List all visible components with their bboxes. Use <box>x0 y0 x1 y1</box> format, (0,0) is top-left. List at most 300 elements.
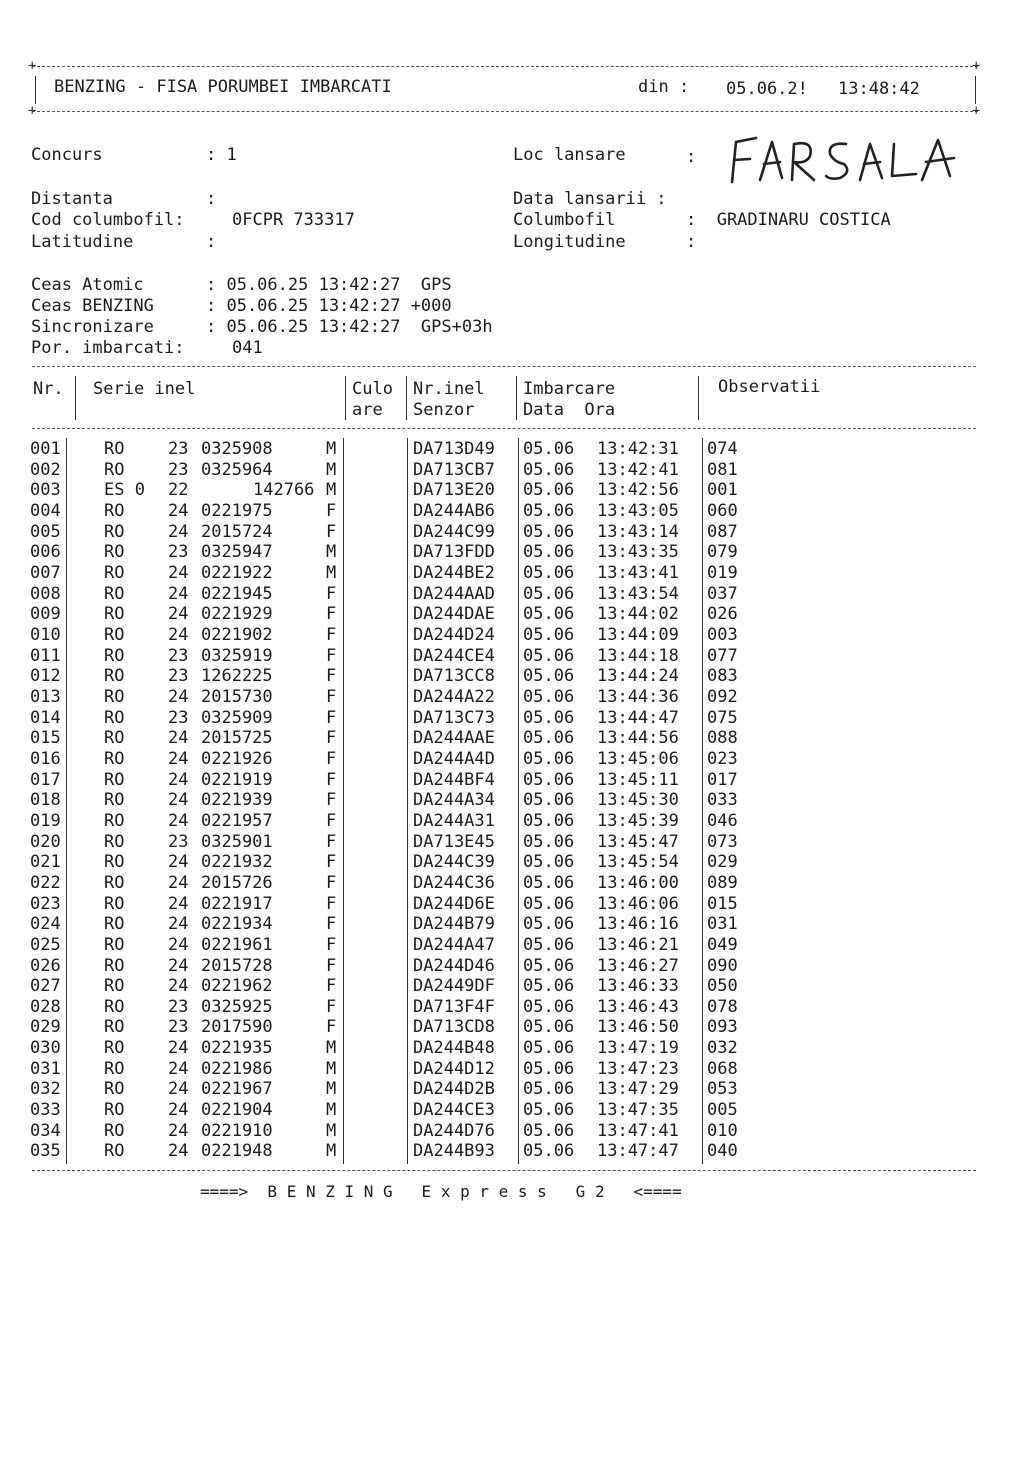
table-row <box>0 1059 1024 1080</box>
row-time: 13:46:16 <box>597 914 679 935</box>
concurs-label: Concurs <box>31 145 103 165</box>
row-nr: 013 <box>30 686 61 707</box>
row-sex: F <box>326 1017 337 1038</box>
longitudine-value: : <box>686 232 697 252</box>
row-country: RO <box>104 562 125 583</box>
row-nr: 001 <box>30 439 61 459</box>
row-sex: F <box>326 893 337 914</box>
row-ring-number: 142766 <box>253 480 315 501</box>
row-nr: 010 <box>30 624 61 645</box>
row-ring-number: 2015725 <box>201 728 273 749</box>
distanta-label: Distanta <box>31 189 113 209</box>
row-sex: F <box>326 976 337 997</box>
sincronizare-label: Sincronizare <box>31 317 154 337</box>
row-year: 24 <box>168 790 189 811</box>
row-date: 05.06 <box>523 500 575 521</box>
row-ring-number: 0221935 <box>201 1038 273 1059</box>
col-divider-nr <box>75 376 76 420</box>
table-row <box>0 976 1024 997</box>
row-sex: F <box>326 769 337 790</box>
row-observatii: 031 <box>707 914 738 935</box>
row-nr: 012 <box>30 666 61 687</box>
row-nr: 015 <box>30 728 61 749</box>
row-nr: 008 <box>30 583 61 604</box>
row-sensor: DA244B48 <box>413 1038 495 1059</box>
report-date-label: din : <box>638 77 690 97</box>
row-country: RO <box>104 1058 125 1079</box>
row-ring-number: 0221986 <box>201 1058 273 1079</box>
row-nr: 011 <box>30 645 61 666</box>
corner-mark: + <box>972 103 981 119</box>
row-time: 13:45:11 <box>597 769 679 790</box>
table-row <box>0 914 1024 935</box>
row-sensor: DA713C73 <box>413 707 495 728</box>
row-date: 05.06 <box>523 934 575 955</box>
row-sex: F <box>326 666 337 687</box>
table-row <box>0 832 1024 853</box>
row-year: 24 <box>168 1038 189 1059</box>
row-time: 13:44:56 <box>597 728 679 749</box>
row-country: RO <box>104 893 125 914</box>
por-imbarcati-value: 041 <box>232 338 263 358</box>
row-observatii: 075 <box>707 707 738 728</box>
row-observatii: 053 <box>707 1079 738 1100</box>
row-nr: 020 <box>30 831 61 852</box>
row-nr: 003 <box>30 480 61 501</box>
row-sex: F <box>326 500 337 521</box>
row-observatii: 005 <box>707 1100 738 1121</box>
row-country: RO <box>104 1141 125 1162</box>
row-year: 24 <box>168 624 189 645</box>
row-date: 05.06 <box>523 852 575 873</box>
row-nr: 014 <box>30 707 61 728</box>
row-sensor: DA244B93 <box>413 1141 495 1162</box>
row-time: 13:45:54 <box>597 852 679 873</box>
por-imbarcati-label: Por. imbarcati: <box>31 338 185 358</box>
row-sex: F <box>326 748 337 769</box>
row-sensor: DA244AAD <box>413 583 495 604</box>
row-nr: 031 <box>30 1058 61 1079</box>
row-sensor: DA244BE2 <box>413 562 495 583</box>
row-ring-number: 0221910 <box>201 1120 273 1141</box>
row-ring-number: 0221934 <box>201 914 273 935</box>
row-nr: 034 <box>30 1120 61 1141</box>
row-sensor: DA713CB7 <box>413 459 495 480</box>
table-header-bottom-border <box>32 428 976 429</box>
row-ring-number: 0221939 <box>201 790 273 811</box>
row-sensor: DA713E45 <box>413 831 495 852</box>
row-time: 13:47:23 <box>597 1058 679 1079</box>
row-sensor: DA244D24 <box>413 624 495 645</box>
header-nr: Nr. <box>33 379 64 399</box>
row-country: RO <box>104 1079 125 1100</box>
table-row <box>0 1017 1024 1038</box>
row-date: 05.06 <box>523 914 575 935</box>
row-time: 13:43:35 <box>597 542 679 563</box>
table-row <box>0 708 1024 729</box>
row-date: 05.06 <box>523 810 575 831</box>
row-country: RO <box>104 1100 125 1121</box>
row-time: 13:44:02 <box>597 604 679 625</box>
row-nr: 027 <box>30 976 61 997</box>
row-time: 13:45:06 <box>597 748 679 769</box>
row-ring-number: 0221957 <box>201 810 273 831</box>
row-ring-number: 0221975 <box>201 500 273 521</box>
row-country: RO <box>104 728 125 749</box>
row-observatii: 010 <box>707 1120 738 1141</box>
row-ring-number: 0221945 <box>201 583 273 604</box>
row-nr: 029 <box>30 1017 61 1038</box>
row-sensor: DA244B79 <box>413 914 495 935</box>
row-nr: 033 <box>30 1100 61 1121</box>
col-divider-nrinel <box>516 376 517 420</box>
row-sensor: DA713E20 <box>413 480 495 501</box>
header-imbarcare: Imbarcare <box>523 379 616 399</box>
row-date: 05.06 <box>523 1141 575 1162</box>
concurs-value: : 1 <box>206 145 237 165</box>
row-year: 24 <box>168 748 189 769</box>
row-ring-number: 0221926 <box>201 748 273 769</box>
row-year: 23 <box>168 666 189 687</box>
row-year: 24 <box>168 976 189 997</box>
row-time: 13:44:24 <box>597 666 679 687</box>
row-nr: 019 <box>30 810 61 831</box>
row-date: 05.06 <box>523 1079 575 1100</box>
col-divider-imbarcare <box>698 376 699 420</box>
row-nr: 025 <box>30 934 61 955</box>
row-observatii: 033 <box>707 790 738 811</box>
row-date: 05.06 <box>523 1038 575 1059</box>
header-bottom-border <box>32 111 978 112</box>
ceas-benzing-label: Ceas BENZING <box>31 296 154 316</box>
row-time: 13:46:00 <box>597 872 679 893</box>
row-sex: F <box>326 810 337 831</box>
row-time: 13:43:14 <box>597 521 679 542</box>
row-observatii: 081 <box>707 459 738 480</box>
row-country: RO <box>104 707 125 728</box>
row-date: 05.06 <box>523 480 575 501</box>
row-sex: F <box>326 624 337 645</box>
ceas-benzing-value: : 05.06.25 13:42:27 +000 <box>206 296 452 316</box>
row-sensor: DA244A4D <box>413 748 495 769</box>
row-time: 13:42:41 <box>597 459 679 480</box>
row-year: 23 <box>168 707 189 728</box>
row-sex: M <box>326 1141 337 1162</box>
row-time: 13:43:05 <box>597 500 679 521</box>
table-row <box>0 790 1024 811</box>
row-date: 05.06 <box>523 1058 575 1079</box>
row-date: 05.06 <box>523 624 575 645</box>
row-sex: M <box>326 542 337 563</box>
row-nr: 009 <box>30 604 61 625</box>
row-nr: 007 <box>30 562 61 583</box>
row-time: 13:47:41 <box>597 1120 679 1141</box>
row-ring-number: 0325947 <box>201 542 273 563</box>
row-sex: F <box>326 707 337 728</box>
row-sensor: DA244A34 <box>413 790 495 811</box>
table-row <box>0 956 1024 977</box>
row-observatii: 092 <box>707 686 738 707</box>
row-year: 23 <box>168 439 189 459</box>
row-country: RO <box>104 521 125 542</box>
row-date: 05.06 <box>523 769 575 790</box>
row-observatii: 026 <box>707 604 738 625</box>
row-observatii: 029 <box>707 852 738 873</box>
header-culoare-2: are <box>352 400 383 420</box>
row-ring-number: 0221917 <box>201 893 273 914</box>
row-ring-number: 0325909 <box>201 707 273 728</box>
row-ring-number: 2015724 <box>201 521 273 542</box>
row-sensor: DA244D6E <box>413 893 495 914</box>
row-date: 05.06 <box>523 831 575 852</box>
row-time: 13:46:50 <box>597 1017 679 1038</box>
row-sex: F <box>326 583 337 604</box>
row-sensor: DA713FDD <box>413 542 495 563</box>
table-row <box>0 522 1024 543</box>
corner-mark: + <box>972 58 981 74</box>
row-date: 05.06 <box>523 542 575 563</box>
table-row <box>0 480 1024 501</box>
row-country: RO <box>104 914 125 935</box>
row-nr: 017 <box>30 769 61 790</box>
cod-columbofil-value: 0FCPR 733317 <box>232 210 355 230</box>
row-year: 24 <box>168 1079 189 1100</box>
row-sensor: DA244A22 <box>413 686 495 707</box>
row-time: 13:46:43 <box>597 996 679 1017</box>
row-sex: M <box>326 480 337 501</box>
row-ring-number: 0221967 <box>201 1079 273 1100</box>
table-row <box>0 770 1024 791</box>
report-date: 05.06.2! <box>726 79 808 99</box>
table-row <box>0 1100 1024 1121</box>
table-row <box>0 666 1024 687</box>
row-year: 24 <box>168 955 189 976</box>
row-sex: F <box>326 914 337 935</box>
row-time: 13:42:56 <box>597 480 679 501</box>
row-sensor: DA244AAE <box>413 728 495 749</box>
header-right-border <box>975 76 976 104</box>
row-observatii: 040 <box>707 1141 738 1162</box>
row-observatii: 078 <box>707 996 738 1017</box>
row-sensor: DA244DAE <box>413 604 495 625</box>
row-year: 24 <box>168 810 189 831</box>
row-year: 23 <box>168 996 189 1017</box>
header-serie-inel: Serie inel <box>93 379 196 399</box>
row-sensor: DA244CE4 <box>413 645 495 666</box>
row-time: 13:47:29 <box>597 1079 679 1100</box>
row-observatii: 060 <box>707 500 738 521</box>
row-ring-number: 0221948 <box>201 1141 273 1162</box>
row-ring-number: 0221922 <box>201 562 273 583</box>
table-top-border <box>32 366 976 367</box>
row-time: 13:44:47 <box>597 707 679 728</box>
report-title: BENZING - FISA PORUMBEI IMBARCATI <box>54 77 392 97</box>
header-culoare-1: Culo <box>352 379 393 399</box>
row-date: 05.06 <box>523 1120 575 1141</box>
row-time: 13:47:19 <box>597 1038 679 1059</box>
row-sensor: DA244A31 <box>413 810 495 831</box>
row-observatii: 049 <box>707 934 738 955</box>
row-date: 05.06 <box>523 439 575 459</box>
distanta-value: : <box>206 189 217 209</box>
row-sex: F <box>326 831 337 852</box>
row-sex: M <box>326 562 337 583</box>
row-country: RO <box>104 542 125 563</box>
row-time: 13:44:09 <box>597 624 679 645</box>
row-year: 24 <box>168 872 189 893</box>
row-ring-number: 2015730 <box>201 686 273 707</box>
row-sex: M <box>326 1038 337 1059</box>
row-sensor: DA244D2B <box>413 1079 495 1100</box>
row-year: 23 <box>168 1017 189 1038</box>
row-date: 05.06 <box>523 604 575 625</box>
row-nr: 028 <box>30 996 61 1017</box>
loc-lansare-label: Loc lansare <box>513 145 626 165</box>
data-lansarii-label: Data lansarii : <box>513 189 667 209</box>
row-sex: M <box>326 1079 337 1100</box>
row-sensor: DA713D49 <box>413 439 495 459</box>
ceas-atomic-value: : 05.06.25 13:42:27 GPS <box>206 275 452 295</box>
row-time: 13:44:36 <box>597 686 679 707</box>
row-date: 05.06 <box>523 728 575 749</box>
row-sex: F <box>326 996 337 1017</box>
row-sensor: DA244CE3 <box>413 1100 495 1121</box>
table-bottom-border <box>32 1170 976 1171</box>
table-row <box>0 728 1024 749</box>
row-country: RO <box>104 1120 125 1141</box>
row-sex: M <box>326 459 337 480</box>
row-observatii: 001 <box>707 480 738 501</box>
row-year: 24 <box>168 1141 189 1162</box>
row-year: 23 <box>168 645 189 666</box>
table-row <box>0 563 1024 584</box>
row-year: 24 <box>168 893 189 914</box>
row-sensor: DA244C39 <box>413 852 495 873</box>
row-ring-number: 2017590 <box>201 1017 273 1038</box>
row-sensor: DA244D76 <box>413 1120 495 1141</box>
row-country: RO <box>104 459 125 480</box>
row-time: 13:45:39 <box>597 810 679 831</box>
row-country: RO <box>104 500 125 521</box>
row-nr: 002 <box>30 459 61 480</box>
table-row <box>0 646 1024 667</box>
sincronizare-value: : 05.06.25 13:42:27 GPS+03h <box>206 317 493 337</box>
row-time: 13:45:30 <box>597 790 679 811</box>
row-year: 22 <box>168 480 189 501</box>
row-sensor: DA244A47 <box>413 934 495 955</box>
row-sensor: DA713CC8 <box>413 666 495 687</box>
row-country: RO <box>104 790 125 811</box>
handwritten-location <box>718 132 978 186</box>
table-row <box>0 935 1024 956</box>
row-observatii: 050 <box>707 976 738 997</box>
row-observatii: 068 <box>707 1058 738 1079</box>
row-sex: F <box>326 934 337 955</box>
row-time: 13:43:54 <box>597 583 679 604</box>
row-time: 13:47:47 <box>597 1141 679 1162</box>
corner-mark: + <box>28 58 37 74</box>
table-row <box>0 811 1024 832</box>
row-observatii: 023 <box>707 748 738 769</box>
row-time: 13:45:47 <box>597 831 679 852</box>
row-country: RO <box>104 748 125 769</box>
row-year: 24 <box>168 604 189 625</box>
row-observatii: 073 <box>707 831 738 852</box>
row-country: RO <box>104 583 125 604</box>
header-left-border <box>35 76 36 104</box>
row-nr: 026 <box>30 955 61 976</box>
table-row <box>0 542 1024 563</box>
corner-mark: + <box>28 103 37 119</box>
row-observatii: 003 <box>707 624 738 645</box>
table-row <box>0 687 1024 708</box>
header-nr-inel: Nr.inel <box>413 379 485 399</box>
row-observatii: 079 <box>707 542 738 563</box>
row-year: 24 <box>168 1120 189 1141</box>
row-time: 13:46:27 <box>597 955 679 976</box>
row-date: 05.06 <box>523 707 575 728</box>
row-country: RO <box>104 852 125 873</box>
row-country: RO <box>104 645 125 666</box>
row-observatii: 090 <box>707 955 738 976</box>
row-date: 05.06 <box>523 459 575 480</box>
row-ring-number: 0325925 <box>201 996 273 1017</box>
row-sensor: DA2449DF <box>413 976 495 997</box>
row-sensor: DA244D12 <box>413 1058 495 1079</box>
col-divider-serie <box>345 376 346 420</box>
row-date: 05.06 <box>523 1100 575 1121</box>
row-sensor: DA713F4F <box>413 996 495 1017</box>
row-nr: 006 <box>30 542 61 563</box>
row-sex: F <box>326 790 337 811</box>
table-row <box>0 1121 1024 1142</box>
row-sensor: DA244C99 <box>413 521 495 542</box>
header-observatii: Observatii <box>718 377 821 397</box>
row-time: 13:46:33 <box>597 976 679 997</box>
row-ring-number: 0221961 <box>201 934 273 955</box>
row-country: RO <box>104 955 125 976</box>
row-year: 24 <box>168 583 189 604</box>
row-year: 24 <box>168 1100 189 1121</box>
row-sex: M <box>326 439 337 459</box>
table-row <box>0 501 1024 522</box>
table-row <box>0 1079 1024 1100</box>
row-observatii: 046 <box>707 810 738 831</box>
row-date: 05.06 <box>523 645 575 666</box>
row-observatii: 032 <box>707 1038 738 1059</box>
row-year: 24 <box>168 562 189 583</box>
row-observatii: 083 <box>707 666 738 687</box>
row-time: 13:42:31 <box>597 439 679 459</box>
row-country: RO <box>104 872 125 893</box>
row-country: RO <box>104 686 125 707</box>
row-date: 05.06 <box>523 666 575 687</box>
row-sex: M <box>326 1058 337 1079</box>
row-nr: 021 <box>30 852 61 873</box>
table-row <box>0 439 1024 460</box>
row-country: RO <box>104 1017 125 1038</box>
table-row <box>0 1038 1024 1059</box>
row-ring-number: 0221902 <box>201 624 273 645</box>
row-ring-number: 0221929 <box>201 604 273 625</box>
row-country: RO <box>104 769 125 790</box>
row-nr: 030 <box>30 1038 61 1059</box>
row-year: 23 <box>168 831 189 852</box>
row-ring-number: 0221932 <box>201 852 273 873</box>
table-row <box>0 749 1024 770</box>
row-sex: F <box>326 872 337 893</box>
row-observatii: 088 <box>707 728 738 749</box>
